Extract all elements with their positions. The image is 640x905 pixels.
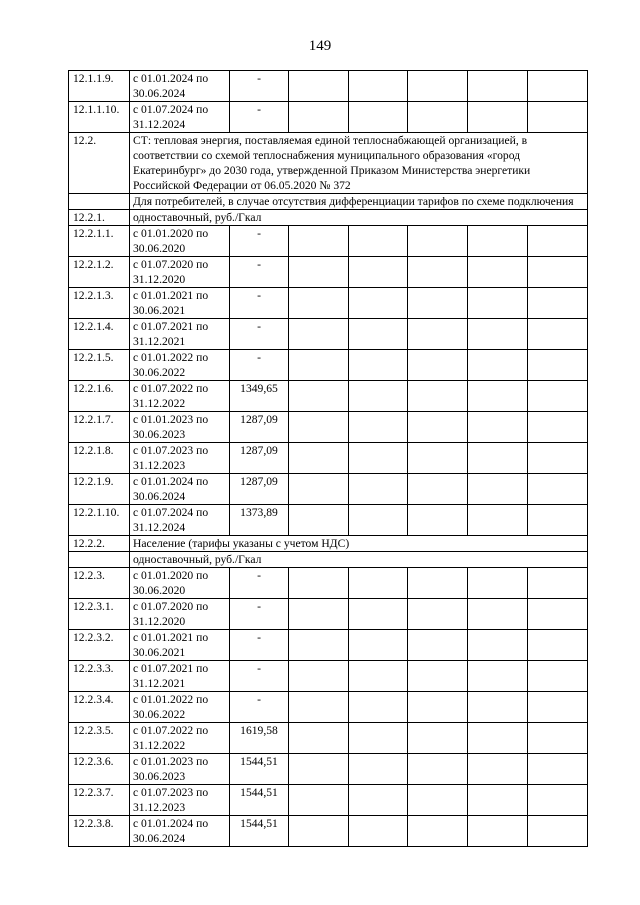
empty-cell	[349, 226, 408, 257]
section-row	[69, 536, 588, 552]
tariff-row	[69, 474, 588, 505]
empty-cell	[408, 288, 468, 319]
empty-cell	[528, 754, 588, 785]
value-cell: 1349,65	[230, 381, 289, 412]
empty-cell	[408, 630, 468, 661]
empty-cell	[408, 319, 468, 350]
value-cell: 1544,51	[230, 754, 289, 785]
empty-cell	[528, 723, 588, 754]
row-number: 12.2.3.4.	[69, 692, 130, 723]
empty-cell	[468, 630, 528, 661]
empty-cell	[528, 350, 588, 381]
empty-cell	[468, 443, 528, 474]
tariff-row	[69, 785, 588, 816]
empty-cell	[349, 319, 408, 350]
row-number: 12.2.3.6.	[69, 754, 130, 785]
empty-cell	[289, 599, 349, 630]
row-number: 12.2.1.1.	[69, 226, 130, 257]
row-number: 12.2.1.2.	[69, 257, 130, 288]
empty-cell	[528, 568, 588, 599]
tariff-row	[69, 102, 588, 133]
period-cell: с 01.01.2021 по 30.06.2021	[130, 288, 230, 319]
period-cell: с 01.01.2021 по 30.06.2021	[130, 630, 230, 661]
empty-cell	[408, 754, 468, 785]
row-number	[69, 552, 130, 568]
row-number: 12.2.3.1.	[69, 599, 130, 630]
value-cell: 1373,89	[230, 505, 289, 536]
empty-cell	[468, 350, 528, 381]
value-cell: -	[230, 568, 289, 599]
tariff-row	[69, 661, 588, 692]
page-number: 149	[308, 38, 332, 54]
empty-cell	[289, 102, 349, 133]
tariff-row	[69, 568, 588, 599]
empty-cell	[468, 102, 528, 133]
section-row	[69, 210, 588, 226]
empty-cell	[528, 785, 588, 816]
row-number: 12.2.1.3.	[69, 288, 130, 319]
period-cell: с 01.07.2020 по 31.12.2020	[130, 599, 230, 630]
empty-cell	[408, 816, 468, 847]
empty-cell	[349, 71, 408, 102]
empty-cell	[349, 381, 408, 412]
empty-cell	[468, 785, 528, 816]
value-cell: -	[230, 102, 289, 133]
period-cell: с 01.07.2023 по 31.12.2023	[130, 443, 230, 474]
section-text: одноставочный, руб./Гкал	[130, 552, 588, 568]
tariff-row	[69, 288, 588, 319]
empty-cell	[408, 474, 468, 505]
period-cell: с 01.01.2022 по 30.06.2022	[130, 692, 230, 723]
empty-cell	[289, 568, 349, 599]
value-cell: -	[230, 226, 289, 257]
tariff-row	[69, 71, 588, 102]
value-cell: 1544,51	[230, 816, 289, 847]
empty-cell	[468, 599, 528, 630]
period-cell: с 01.07.2022 по 31.12.2022	[130, 381, 230, 412]
empty-cell	[408, 381, 468, 412]
empty-cell	[468, 257, 528, 288]
value-cell: -	[230, 350, 289, 381]
tariff-row	[69, 630, 588, 661]
empty-cell	[349, 661, 408, 692]
empty-cell	[528, 102, 588, 133]
empty-cell	[528, 816, 588, 847]
row-number: 12.2.1.6.	[69, 381, 130, 412]
empty-cell	[349, 692, 408, 723]
section-row	[69, 194, 588, 210]
empty-cell	[349, 723, 408, 754]
empty-cell	[289, 443, 349, 474]
empty-cell	[528, 288, 588, 319]
empty-cell	[528, 71, 588, 102]
tariff-row	[69, 257, 588, 288]
tariff-row	[69, 350, 588, 381]
value-cell: -	[230, 288, 289, 319]
period-cell: с 01.07.2023 по 31.12.2023	[130, 785, 230, 816]
period-cell: с 01.01.2023 по 30.06.2023	[130, 754, 230, 785]
row-number: 12.2.3.5.	[69, 723, 130, 754]
period-cell: с 01.01.2020 по 30.06.2020	[130, 226, 230, 257]
empty-cell	[289, 630, 349, 661]
value-cell: -	[230, 599, 289, 630]
empty-cell	[408, 505, 468, 536]
empty-cell	[528, 412, 588, 443]
empty-cell	[528, 381, 588, 412]
empty-cell	[349, 102, 408, 133]
empty-cell	[468, 226, 528, 257]
empty-cell	[528, 599, 588, 630]
empty-cell	[468, 816, 528, 847]
row-number: 12.2.3.3.	[69, 661, 130, 692]
value-cell: 1544,51	[230, 785, 289, 816]
row-number: 12.1.1.9.	[69, 71, 130, 102]
empty-cell	[468, 288, 528, 319]
empty-cell	[349, 505, 408, 536]
empty-cell	[289, 692, 349, 723]
empty-cell	[289, 661, 349, 692]
empty-cell	[468, 381, 528, 412]
tariff-row	[69, 816, 588, 847]
empty-cell	[289, 505, 349, 536]
period-cell: с 01.07.2021 по 31.12.2021	[130, 661, 230, 692]
row-number: 12.2.3.7.	[69, 785, 130, 816]
value-cell: -	[230, 630, 289, 661]
section-text: Население (тарифы указаны с учетом НДС)	[130, 536, 588, 552]
value-cell: -	[230, 319, 289, 350]
value-cell: -	[230, 661, 289, 692]
empty-cell	[468, 661, 528, 692]
empty-cell	[289, 723, 349, 754]
empty-cell	[528, 474, 588, 505]
tariff-row	[69, 692, 588, 723]
empty-cell	[528, 257, 588, 288]
empty-cell	[468, 568, 528, 599]
tariff-row	[69, 754, 588, 785]
empty-cell	[408, 568, 468, 599]
value-cell: -	[230, 692, 289, 723]
empty-cell	[349, 630, 408, 661]
period-cell: с 01.01.2020 по 30.06.2020	[130, 568, 230, 599]
period-cell: с 01.07.2024 по 31.12.2024	[130, 505, 230, 536]
tariff-table-body	[69, 71, 588, 847]
period-cell: с 01.01.2023 по 30.06.2023	[130, 412, 230, 443]
empty-cell	[349, 412, 408, 443]
period-cell: с 01.01.2024 по 30.06.2024	[130, 816, 230, 847]
empty-cell	[408, 412, 468, 443]
row-number: 12.2.1.7.	[69, 412, 130, 443]
empty-cell	[468, 319, 528, 350]
row-number: 12.2.1.8.	[69, 443, 130, 474]
row-number: 12.2.2.	[69, 536, 130, 552]
period-cell: с 01.07.2022 по 31.12.2022	[130, 723, 230, 754]
tariff-row	[69, 599, 588, 630]
tariff-row	[69, 381, 588, 412]
period-cell: с 01.01.2022 по 30.06.2022	[130, 350, 230, 381]
tariff-row	[69, 226, 588, 257]
empty-cell	[408, 350, 468, 381]
empty-cell	[408, 257, 468, 288]
period-cell: с 01.07.2024 по 31.12.2024	[130, 102, 230, 133]
tariff-row	[69, 319, 588, 350]
empty-cell	[289, 257, 349, 288]
empty-cell	[289, 754, 349, 785]
empty-cell	[349, 474, 408, 505]
value-cell: -	[230, 257, 289, 288]
empty-cell	[289, 412, 349, 443]
empty-cell	[289, 71, 349, 102]
empty-cell	[468, 723, 528, 754]
row-number: 12.2.1.5.	[69, 350, 130, 381]
empty-cell	[408, 599, 468, 630]
empty-cell	[289, 474, 349, 505]
empty-cell	[528, 226, 588, 257]
tariff-table	[68, 70, 588, 847]
section-row	[69, 552, 588, 568]
empty-cell	[528, 661, 588, 692]
period-cell: с 01.01.2024 по 30.06.2024	[130, 474, 230, 505]
row-number: 12.1.1.10.	[69, 102, 130, 133]
empty-cell	[349, 288, 408, 319]
empty-cell	[468, 505, 528, 536]
value-cell: -	[230, 71, 289, 102]
empty-cell	[289, 350, 349, 381]
tariff-row	[69, 412, 588, 443]
empty-cell	[289, 381, 349, 412]
period-cell: с 01.01.2024 по 30.06.2024	[130, 71, 230, 102]
row-number: 12.2.1.9.	[69, 474, 130, 505]
period-cell: с 01.07.2020 по 31.12.2020	[130, 257, 230, 288]
row-number: 12.2.	[69, 133, 130, 194]
empty-cell	[349, 568, 408, 599]
value-cell: 1287,09	[230, 443, 289, 474]
empty-cell	[408, 661, 468, 692]
empty-cell	[468, 692, 528, 723]
section-text: Для потребителей, в случае отсутствия дифференциации тарифов по схеме подключения	[130, 194, 588, 210]
empty-cell	[349, 754, 408, 785]
empty-cell	[528, 630, 588, 661]
empty-cell	[349, 443, 408, 474]
row-number: 12.2.1.	[69, 210, 130, 226]
empty-cell	[528, 319, 588, 350]
empty-cell	[408, 71, 468, 102]
empty-cell	[289, 816, 349, 847]
empty-cell	[528, 505, 588, 536]
value-cell: 1287,09	[230, 412, 289, 443]
period-cell: с 01.07.2021 по 31.12.2021	[130, 319, 230, 350]
tariff-row	[69, 505, 588, 536]
empty-cell	[468, 412, 528, 443]
empty-cell	[408, 692, 468, 723]
empty-cell	[289, 319, 349, 350]
empty-cell	[528, 443, 588, 474]
empty-cell	[468, 474, 528, 505]
row-number: 12.2.3.8.	[69, 816, 130, 847]
value-cell: 1287,09	[230, 474, 289, 505]
tariff-row	[69, 443, 588, 474]
empty-cell	[528, 692, 588, 723]
row-number: 12.2.3.2.	[69, 630, 130, 661]
empty-cell	[289, 288, 349, 319]
empty-cell	[349, 599, 408, 630]
empty-cell	[349, 816, 408, 847]
empty-cell	[408, 226, 468, 257]
row-number: 12.2.1.10.	[69, 505, 130, 536]
empty-cell	[408, 785, 468, 816]
empty-cell	[289, 226, 349, 257]
empty-cell	[408, 723, 468, 754]
empty-cell	[349, 257, 408, 288]
tariff-row	[69, 723, 588, 754]
empty-cell	[408, 102, 468, 133]
empty-cell	[289, 785, 349, 816]
row-number: 12.2.3.	[69, 568, 130, 599]
empty-cell	[408, 443, 468, 474]
section-text: СТ: тепловая энергия, поставляемая единой теплоснабжающей организацией, в соответствии со схемой теплоснабжения муниципального образования «город Екатеринбург» до 2030 года, утвержденной Приказом Министерства энергетики Российской Федерации от 06.05.2020 № 372	[130, 133, 588, 194]
empty-cell	[349, 785, 408, 816]
section-text: одноставочный, руб./Гкал	[130, 210, 588, 226]
section-row	[69, 133, 588, 194]
empty-cell	[468, 71, 528, 102]
empty-cell	[468, 754, 528, 785]
value-cell: 1619,58	[230, 723, 289, 754]
row-number	[69, 194, 130, 210]
row-number: 12.2.1.4.	[69, 319, 130, 350]
empty-cell	[349, 350, 408, 381]
